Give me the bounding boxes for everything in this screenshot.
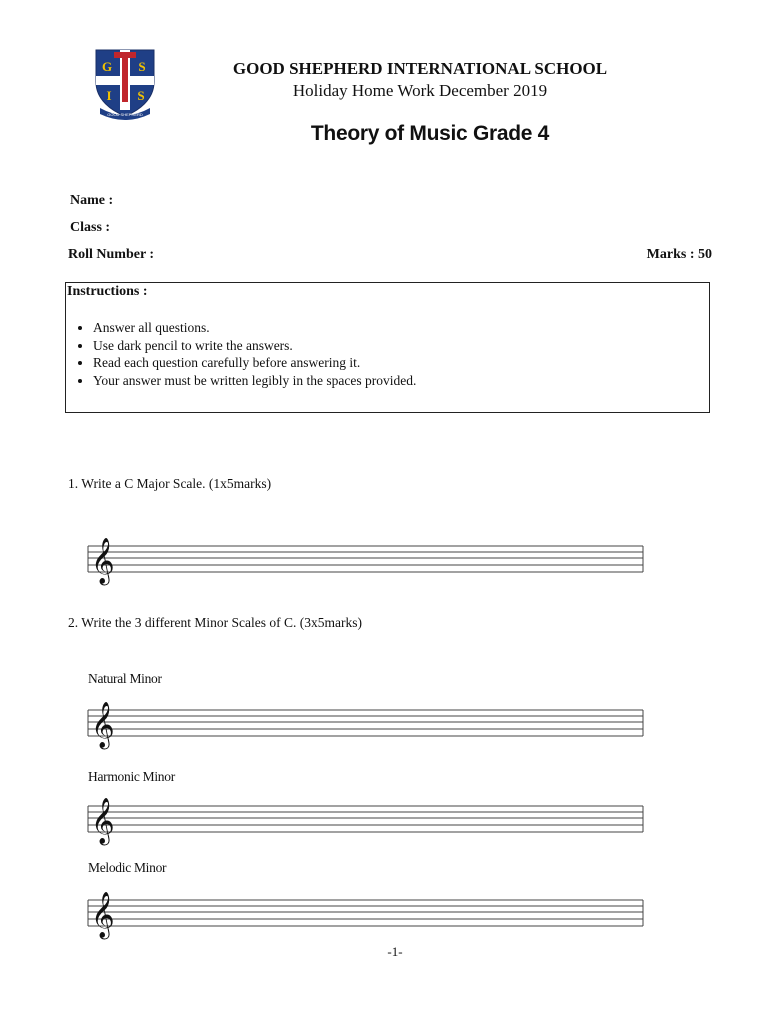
staff-melodic-minor: [88, 886, 644, 942]
treble-clef-icon: [91, 702, 115, 750]
class-label: Class :: [70, 220, 111, 235]
svg-text:GOOD SHEPHERD: GOOD SHEPHERD: [107, 112, 143, 117]
instructions-list: [66, 319, 416, 389]
svg-text:S: S: [138, 59, 146, 74]
treble-clef-icon: [91, 538, 115, 586]
question-1: 1. Write a C Major Scale. (1x5marks): [68, 476, 272, 491]
svg-text:𝄞: 𝄞: [91, 798, 115, 844]
instructions-title: Instructions :: [67, 284, 148, 299]
treble-clef-icon: [91, 892, 115, 940]
staff-natural-minor: [88, 696, 644, 752]
instruction-item: • Read each question carefully before answering it.: [93, 354, 416, 372]
roll-number-label: Roll Number :: [68, 247, 155, 262]
staff-c-major: [88, 532, 644, 588]
natural-minor-label: Natural Minor: [88, 671, 162, 686]
instructions-box: [65, 282, 710, 413]
svg-text:𝄞: 𝄞: [91, 702, 115, 748]
school-name: GOOD SHEPHERD INTERNATIONAL SCHOOL: [232, 59, 608, 78]
staff-harmonic-minor: [88, 792, 644, 848]
instruction-item: • Answer all questions.: [93, 319, 416, 337]
melodic-minor-label: Melodic Minor: [88, 860, 167, 875]
svg-text:S: S: [137, 88, 145, 103]
svg-text:𝄞: 𝄞: [91, 538, 115, 584]
treble-clef-icon: [91, 798, 115, 846]
instruction-item: • Use dark pencil to write the answers.: [93, 337, 416, 355]
question-2: 2. Write the 3 different Minor Scales of C. (3x5marks): [68, 615, 363, 630]
name-label: Name :: [70, 193, 114, 208]
marks-label: Marks : 50: [646, 247, 712, 262]
harmonic-minor-label: Harmonic Minor: [88, 769, 175, 784]
page-number: -1-: [387, 944, 403, 959]
svg-text:I: I: [106, 88, 112, 103]
instruction-item: • Your answer must be written legibly in the spaces provided.: [93, 372, 416, 390]
page-title: Theory of Music Grade 4: [310, 122, 550, 145]
svg-text:G: G: [101, 59, 113, 74]
school-crest-icon: [92, 48, 158, 120]
svg-text:𝄞: 𝄞: [91, 892, 115, 938]
homework-subtitle: Holiday Home Work December 2019: [292, 81, 548, 100]
